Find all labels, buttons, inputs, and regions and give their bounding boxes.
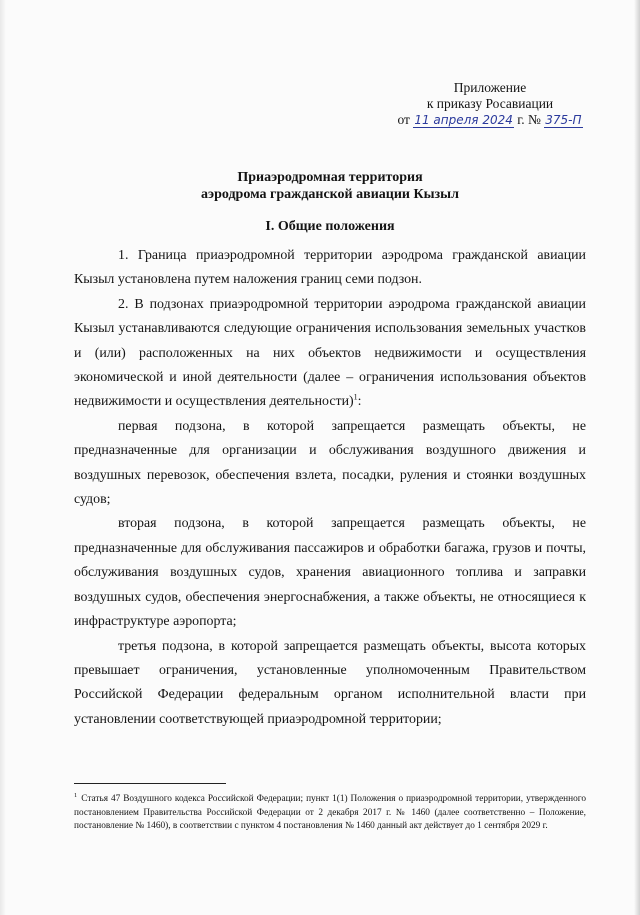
document-body <box>74 244 586 732</box>
appendix-date-number <box>380 112 600 128</box>
footnote-divider <box>74 783 226 784</box>
footnote <box>74 789 586 834</box>
appendix-header <box>380 80 600 128</box>
scan-edge-left <box>0 0 6 915</box>
footnote-mark: 1 <box>74 792 78 799</box>
paragraph-1: 1. Граница приаэродромной территории аэродрома гражданской авиации Кызыл установлена путем наложения границ семи подзон. <box>74 248 586 288</box>
paragraph-2 <box>74 293 586 415</box>
scan-edge-right <box>634 0 640 915</box>
footnote-text: Статья 47 Воздушного кодекса Российской Федерации; пункт 1(1) Положения о приаэродромной территории, утвержденного постановлением Правительства Российской Федерации от 2 декабря 2017 г. № 1460 (далее соответственно – Положение, постановление № 1460), в соответствии с пунктом 4 постановления № 1460 данный акт действует до 1 сентября 2029 г. <box>74 794 586 832</box>
paragraph-third-subzone: третья подзона, в которой запрещается размещать объекты, высота которых превышает ограничения, установленные уполномоченным Правительством Российской Федерации федеральным органом исполнительной власти при установлении соответствующей приаэродромной территории; <box>74 638 586 727</box>
document-title <box>60 170 600 203</box>
appendix-number-label: г. № <box>517 112 541 127</box>
paragraph-2-tail: : <box>357 394 362 410</box>
handwritten-order-number: 375-П <box>545 113 582 127</box>
appendix-from-label: от <box>397 112 410 127</box>
paragraph-first-subzone: первая подзона, в которой запрещается размещать объекты, не предназначенные для организации и обслуживания воздушного движения и воздушных перевозок, обеспечения взлета, посадки, руления и стоянки воздушных судов; <box>74 418 586 508</box>
title-line-1: Приаэродромная территория <box>237 170 423 185</box>
paragraph-2-text: 2. В подзонах приаэродромной территории аэродрома гражданской авиации Кызыл устанавливаются следующие ограничения использования земельных участков и (или) расположенных на них объектов недвижимости и осуществления экономической и иной деятельности (далее – ограничения использования объектов недвижимости и осуществления деятельности) <box>74 296 586 410</box>
footnote-reference: 1 <box>353 392 358 402</box>
handwritten-date: 11 апреля 2024 <box>414 113 513 127</box>
appendix-order-ref: к приказу Росавиации <box>426 96 554 111</box>
paragraph-second-subzone: вторая подзона, в которой запрещается размещать объекты, не предназначенные для обслуживания пассажиров и обработки багажа, грузов и почты, обслуживания воздушных судов, хранения авиационного топлива и заправки воздушных судов, обеспечения энергоснабжения, а также объекты, не относящиеся к инфраструктуре аэропорта; <box>74 516 586 630</box>
section-heading: I. Общие положения <box>265 219 395 234</box>
appendix-label: Приложение <box>453 80 527 95</box>
title-line-2: аэродрома гражданской авиации Кызыл <box>201 186 459 202</box>
